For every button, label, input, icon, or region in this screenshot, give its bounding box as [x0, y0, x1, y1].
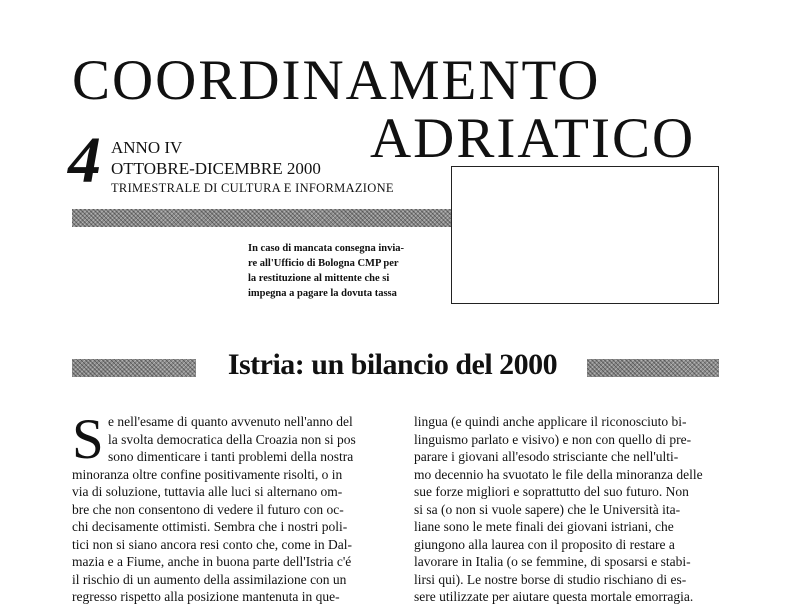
issue-number: 4: [68, 124, 101, 197]
text-line: mazia e a Fiume, anche in buona parte dell'Istria c'é: [72, 554, 352, 569]
text-line: lirsi qui). Le nostre borse di studio rischiano di es-: [414, 571, 687, 587]
masthead-title-line2: ADRIATICO: [370, 107, 696, 170]
postal-notice: [248, 241, 444, 301]
text-line: giungono alla laurea con il proposito di restare a: [414, 536, 675, 552]
masthead-subtitle: TRIMESTRALE DI CULTURA E INFORMAZIONE: [111, 181, 394, 195]
postal-notice-line: re all'Ufficio di Bologna CMP per: [248, 258, 399, 269]
text-line: parare i giovani all'esodo strisciante che nell'ulti-: [414, 449, 679, 464]
drop-cap: S: [72, 408, 104, 471]
text-line: minoranza oltre confine positivamente risolti, o in: [72, 466, 343, 482]
postal-notice-line: In caso di mancata consegna invia-: [248, 243, 405, 254]
article-column-1: [72, 408, 380, 606]
text-line: e nell'esame di quanto avvenuto nell'anno del: [108, 414, 353, 429]
text-line: lingua (e quindi anche applicare il riconosciuto bi-: [414, 414, 687, 429]
text-line: tici non si siano ancora resi conto che, come in Dal-: [72, 536, 353, 552]
postal-notice-line: la restituzione al mittente che si: [248, 273, 390, 284]
text-line: sono dimenticare i tanti problemi della nostra: [108, 449, 354, 464]
issue-date: OTTOBRE-DICEMBRE 2000: [111, 159, 321, 178]
text-line: si sa (o non si vuole sapere) che le Università ita-: [414, 501, 681, 517]
text-line: sue forze migliori e soprattutto del suo futuro. Non: [414, 484, 689, 499]
text-line: liane sono le mete finali dei giovani istriani, che: [414, 519, 674, 534]
text-line: la svolta democratica della Croazia non si pos: [108, 431, 356, 447]
address-label-box: [451, 166, 719, 304]
issue-year: ANNO IV: [111, 138, 183, 157]
headline-rule-right: [587, 359, 719, 377]
text-line: bre che non consentono di vedere il futuro con oc-: [72, 501, 344, 517]
article-column-2: [414, 413, 720, 606]
text-line: via di soluzione, tuttavia alle luci si alternano om-: [72, 484, 343, 499]
text-line: lavorare in Italia (o se femmine, di sposarsi e stabi-: [414, 554, 691, 569]
text-line: sere utilizzate per aiutare questa mortale emorragia.: [414, 589, 694, 604]
article-headline: Istria: un bilancio del 2000: [227, 348, 558, 381]
masthead-title-line1: COORDINAMENTO: [72, 49, 601, 112]
text-line: mo decennio ha svuotato le file della minoranza delle: [414, 466, 703, 482]
masthead-rule: [72, 209, 452, 227]
postal-notice-line: impegna a pagare la dovuta tassa: [248, 288, 397, 299]
text-line: linguismo parlato e visivo) e non con quello di pre-: [414, 431, 692, 447]
text-line: chi decisamente ottimisti. Sembra che i nostri poli-: [72, 519, 348, 534]
headline-rule-left: [72, 359, 196, 377]
text-line: regresso rispetto alla posizione mantenuta in que-: [72, 589, 340, 604]
text-line: il rischio di un aumento della assimilazione con un: [72, 571, 347, 587]
